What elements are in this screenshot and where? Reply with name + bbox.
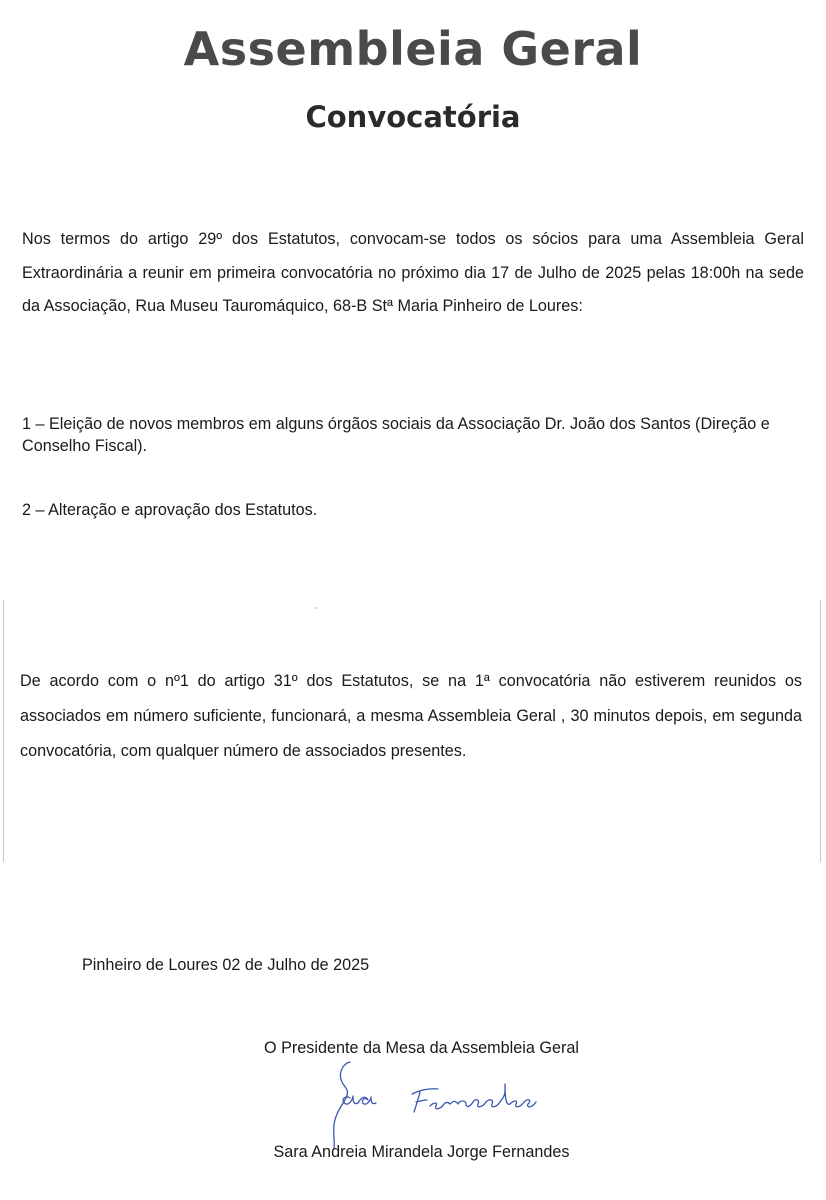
scan-edge-line-right <box>820 600 821 862</box>
signer-role: O Presidente da Mesa da Assembleia Geral <box>264 1039 579 1057</box>
scan-speck <box>314 607 317 609</box>
convocation-paragraph: Nos termos do artigo 29º dos Estatutos, convocam-se todos os sócios para uma Assembleia Geral Extraordinária a reunir em primeira convocatória no próximo dia 17 de Julho de 2025 pelas 18:00h na sede da Associação, Rua Museu Tauromáquico, 68-B Stª Maria Pinheiro de Loures: <box>22 230 804 315</box>
place-and-date: Pinheiro de Loures 02 de Julho de 2025 <box>82 956 370 974</box>
quorum-rule-paragraph: De acordo com o nº1 do artigo 31º dos Estatutos, se na 1ª convocatória não estiverem reunidos os associados em número suficiente, funcionará, a mesma Assembleia Geral , 30 minutos depois, em segunda convocatória, com qualquer número de associados presentes. <box>20 672 802 760</box>
agenda-item-2: 2 – Alteração e aprovação dos Estatutos. <box>22 501 318 519</box>
signature-stroke-s <box>334 1062 350 1148</box>
document-subtitle: Convocatória <box>305 100 521 134</box>
signature-stroke-f <box>412 1089 438 1112</box>
agenda-item-1: 1 – Eleição de novos membros em alguns órgãos sociais da Associação Dr. João dos Santos (Direção e Conselho Fiscal). <box>22 415 770 455</box>
document-title: Assembleia Geral <box>183 22 643 76</box>
signature-stroke-ara <box>343 1096 376 1104</box>
handwritten-signature <box>320 1058 550 1150</box>
signer-name: Sara Andreia Mirandela Jorge Fernandes <box>273 1143 570 1161</box>
scan-edge-line-left <box>3 600 4 862</box>
signature-stroke-ernandes <box>430 1084 536 1109</box>
